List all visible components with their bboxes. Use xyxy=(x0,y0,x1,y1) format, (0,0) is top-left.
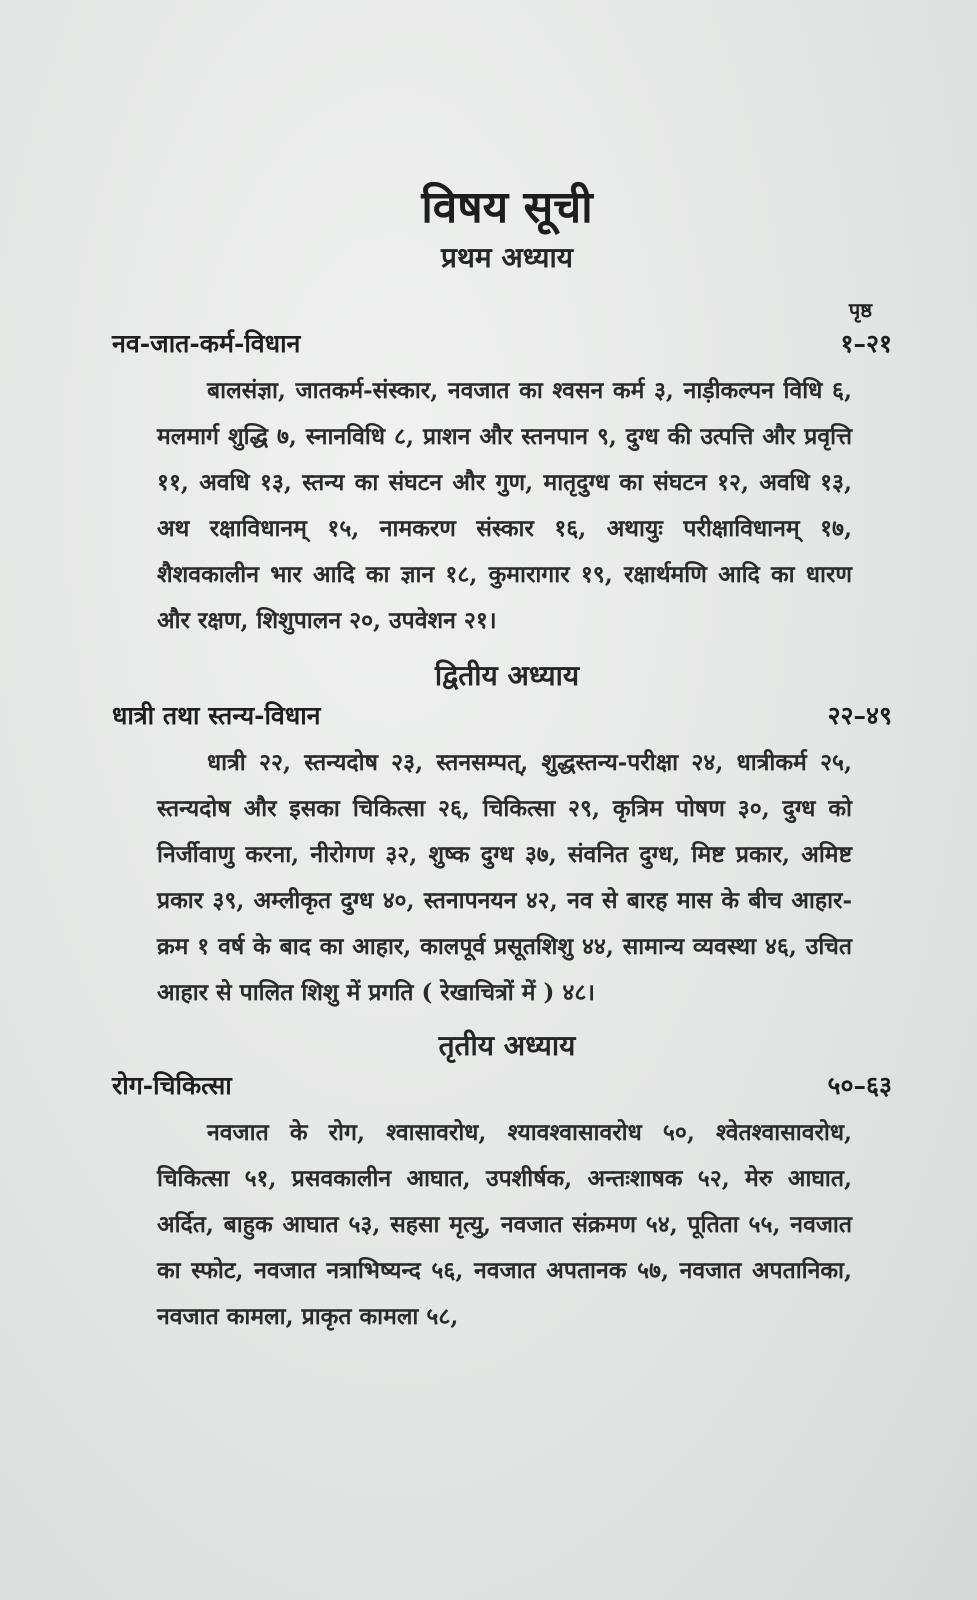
chapter-2-heading: द्वितीय अध्याय xyxy=(434,659,580,692)
chapter-1-section-row xyxy=(112,324,902,364)
chapter-1-section-title: नव-जात-कर्म-विधान xyxy=(112,329,301,358)
table-of-contents xyxy=(112,178,902,1340)
chapter-1-contents: बालसंज्ञा, जातकर्म-संस्कार, नवजात का श्वसन कर्म ३, नाड़ीकल्पन विधि ६, मलमार्ग शुद्धि ७, स्नानविधि ८, प्राशन और स्तनपान ९, दुग्ध की उत्पत्ति और प्रवृत्ति ११, अवधि १३, स्तन्य का संघटन और गुण, मातृदुग्ध का संघटन १२, अवधि १३, अथ रक्षाविधानम् १५, नामकरण संस्कार १६, अथायुः परीक्षाविधानम् १७, शैशवकालीन भार आदि का ज्ञान १८, कुमारागार १९, रक्षार्थमणि आदि का धारण और रक्षण, शिशुपालन २०, उपवेशन २१। xyxy=(157,377,852,634)
chapter-1-page-range: १–२१ xyxy=(840,329,892,358)
chapter-3-section-row xyxy=(112,1066,902,1106)
chapter-3-contents: नवजात के रोग, श्वासावरोध, श्यावश्वासावरोध ५०, श्वेतश्वासावरोध, चिकित्सा ५१, प्रसवकालीन आघात, उपशीर्षक, अन्तःशाषक ५२, मेरु आघात, अर्दित, बाहुक आघात ५३, सहसा मृत्यु, नवजात संक्रमण ५४, पूतिता ५५, नवजात का स्फोट, नवजात नत्राभिष्यन्द ५६, नवजात अपतानक ५७, नवजात अपतानिका, नवजात कामला, प्राकृत कामला ५८, xyxy=(157,1119,852,1330)
chapter-2-section-row xyxy=(112,696,902,736)
page-title: विषय सूची xyxy=(421,182,593,233)
chapter-3-heading: तृतीय अध्याय xyxy=(438,1029,576,1062)
chapter-2-page-range: २२–४९ xyxy=(827,701,892,730)
chapter-2-contents: धात्री २२, स्तन्यदोष २३, स्तनसम्पत्, शुद्धस्तन्य-परीक्षा २४, धात्रीकर्म २५, स्तन्यदोष और इसका चिकित्सा २६, चिकित्सा २९, कृत्रिम पोषण ३०, दुग्ध को निर्जीवाणु करना, नीरोगण ३२, शुष्क दुग्ध ३७, संवनित दुग्ध, मिष्ट प्रकार, अमिष्ट प्रकार ३९, अम्लीकृत दुग्ध ४०, स्तनापनयन ४२, नव से बारह मास के बीच आहार-क्रम १ वर्ष के बाद का आहार, कालपूर्व प्रसूतशिशु ४४, सामान्य व्यवस्था ४६, उचित आहार से पालित शिशु में प्रगति ( रेखाचित्रों में ) ४८। xyxy=(157,749,852,1006)
chapter-3-section-title: रोग-चिकित्सा xyxy=(112,1071,232,1100)
page-column-label: पृष्ठ xyxy=(848,298,872,322)
chapter-2-section-title: धात्री तथा स्तन्य-विधान xyxy=(112,701,321,730)
chapter-3-page-range: ५०–६३ xyxy=(827,1071,892,1100)
chapter-1-heading: प्रथम अध्याय xyxy=(441,241,573,274)
